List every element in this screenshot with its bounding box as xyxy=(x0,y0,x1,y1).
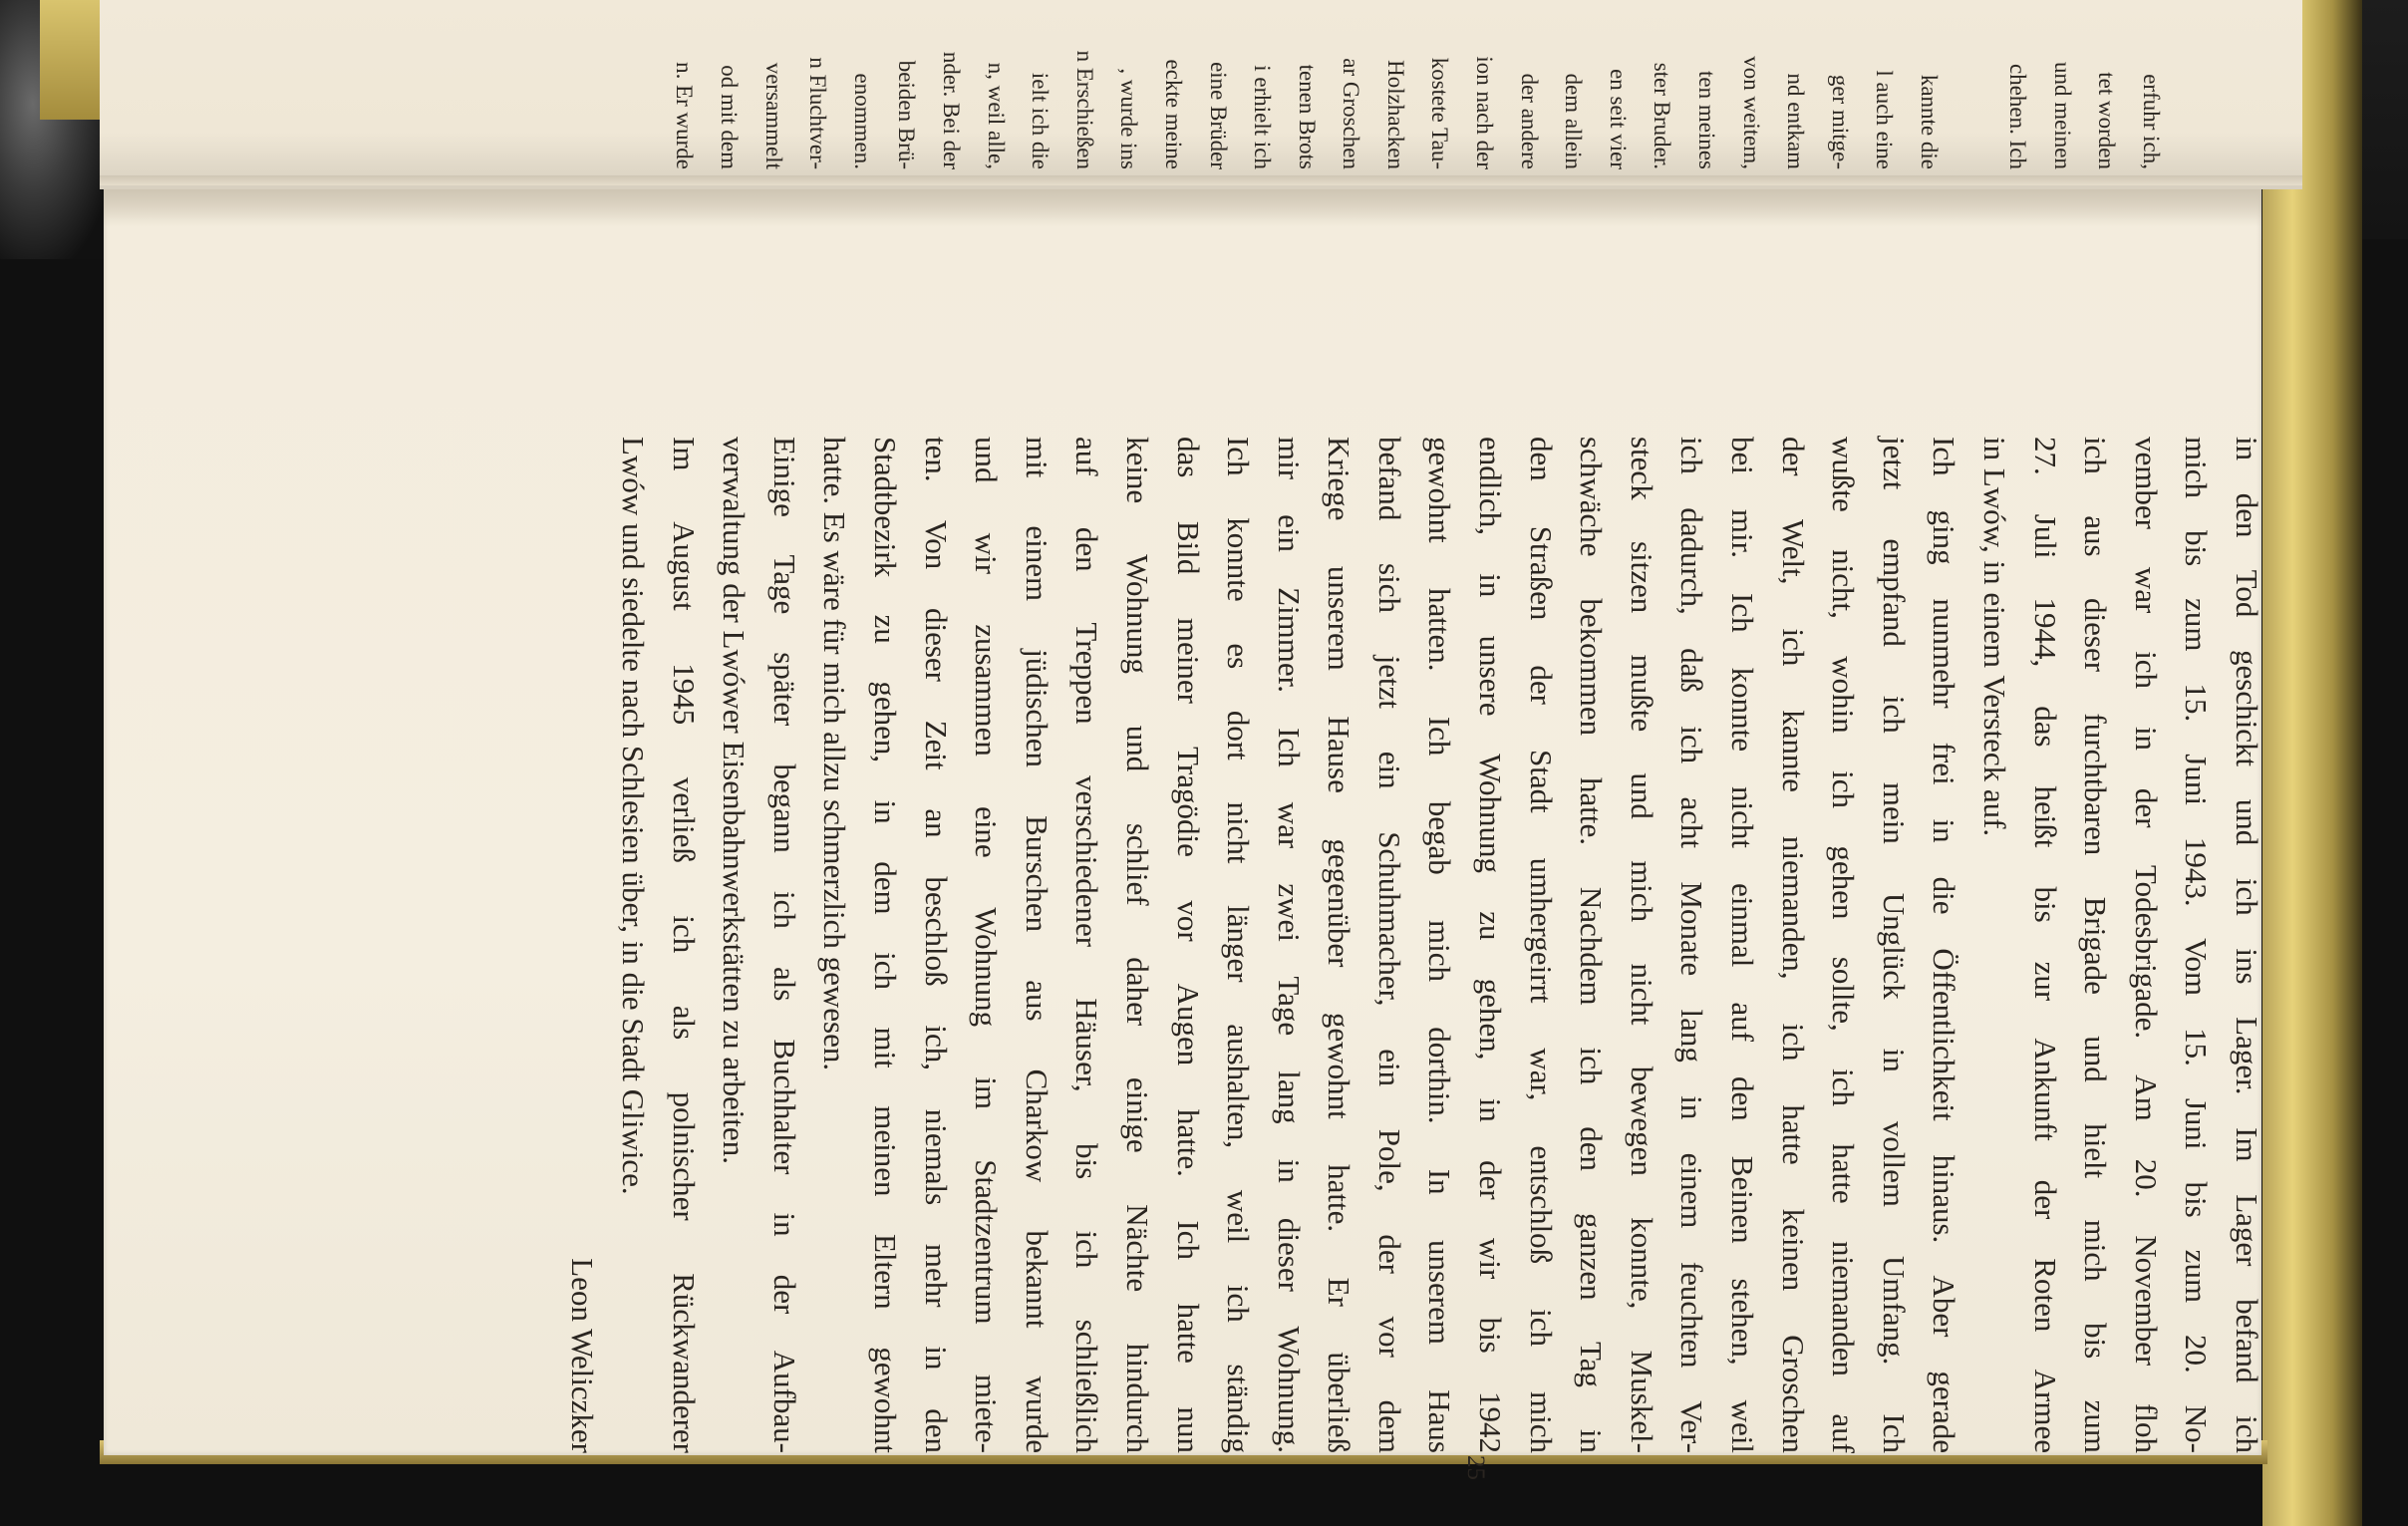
book-cover-edge-right xyxy=(2262,0,2362,1526)
text-line: das Bild meiner Tragödie vor Augen hatte. Ich hatte nun xyxy=(1170,437,1206,1453)
text-line: Im August 1945 verließ ich als polnischer Rückwanderer xyxy=(666,437,702,1453)
text-line: Ich konnte es dort nicht länger aushalten, weil ich ständig xyxy=(1221,437,1257,1453)
previous-page-line: nd entkam xyxy=(1783,73,1809,169)
previous-page-line: ten meines xyxy=(1694,71,1720,169)
text-line: endlich, in unsere Wohnung zu gehen, in der wir bis 1942 xyxy=(1473,437,1509,1453)
previous-page-line: der andere xyxy=(1516,73,1542,169)
previous-page-line: eine Brüder xyxy=(1205,62,1231,169)
author-signature: Leon Weliczker xyxy=(565,1258,601,1453)
text-line: befand sich jetzt ein Schuhmacher, ein Pole, der vor dem xyxy=(1371,437,1407,1453)
text-line: gewohnt hatten. Ich begab mich dorthin. In unserem Haus xyxy=(1422,437,1458,1453)
previous-page-line: tenen Brots xyxy=(1294,64,1320,169)
page-number: 25 xyxy=(1462,1455,1489,1480)
previous-page-line: nder. Bei der xyxy=(938,51,964,169)
text-line: den Straßen der Stadt umhergeirrt war, entschloß ich mich xyxy=(1523,437,1559,1453)
page-body-text xyxy=(557,437,2271,1453)
text-line: vember war ich in der Todesbrigade. Am 20. November floh xyxy=(2128,437,2164,1453)
text-line: in Lwów, in einem Versteck auf. xyxy=(1977,437,2013,837)
previous-page-line: n Erschießen xyxy=(1071,50,1097,169)
previous-page-line: i erhielt ich xyxy=(1250,65,1276,169)
text-line: jetzt empfand ich mein Unglück in vollem Umfang. Ich xyxy=(1876,437,1912,1453)
previous-page-line: tet worden xyxy=(2094,72,2120,169)
text-line: wußte nicht, wohin ich gehen sollte, ich hatte niemanden auf xyxy=(1826,437,1862,1453)
previous-page-line: erfuhr ich, xyxy=(2139,74,2164,169)
previous-page-line: ion nach der xyxy=(1472,56,1498,169)
text-line: mir ein Zimmer. Ich war zwei Tage lang in dieser Wohnung. xyxy=(1271,437,1307,1453)
text-line: ich dadurch, daß ich acht Monate lang in einem feuchten Ver- xyxy=(1674,437,1710,1453)
text-line: bei mir. Ich konnte nicht einmal auf den Beinen stehen, weil xyxy=(1725,437,1761,1453)
text-line: mich bis zum 15. Juni 1943. Vom 15. Juni bis zum 20. No- xyxy=(2179,437,2215,1453)
previous-page-line: n. Er wurde xyxy=(672,62,698,169)
previous-page-line: versammelt xyxy=(760,62,786,169)
previous-page-text xyxy=(662,0,2173,169)
text-line: Kriege unserem Hause gegenüber gewohnt hatte. Er überließ xyxy=(1322,437,1357,1453)
text-line: Ich ging nunmehr frei in die Öffentlichkeit hinaus. Aber gerade xyxy=(1927,437,1962,1453)
previous-page-line: l auch eine xyxy=(1872,70,1898,169)
previous-page-line: ar Groschen xyxy=(1339,58,1364,169)
previous-page-line: kostete Tau- xyxy=(1427,57,1453,169)
text-line: hatte. Es wäre für mich allzu schmerzlich gewesen. xyxy=(817,437,853,1071)
previous-page-line xyxy=(1951,0,1995,169)
previous-page-line: od mit dem xyxy=(717,65,742,169)
text-line: mit einem jüdischen Burschen aus Charkow bekannt wurde xyxy=(1019,437,1054,1453)
text-line: Stadtbezirk zu gehen, in dem ich mit meinen Eltern gewohnt xyxy=(867,437,903,1453)
text-line: schwäche bekommen hatte. Nachdem ich den ganzen Tag in xyxy=(1574,437,1610,1453)
text-line: ten. Von dieser Zeit an beschloß ich, niemals mehr in den xyxy=(918,437,954,1453)
text-line: verwaltung der Lwówer Eisenbahnwerkstätten zu arbeiten. xyxy=(717,437,752,1164)
text-line: in den Tod geschickt und ich ins Lager. Im Lager befand ich xyxy=(2230,437,2264,1453)
previous-page-line: beiden Brü- xyxy=(894,60,920,169)
previous-page-line: von weitem, xyxy=(1738,56,1764,169)
previous-page-line: n Fluchtver- xyxy=(805,57,831,169)
previous-page xyxy=(100,0,2302,189)
text-line: keine Wohnung und schlief daher einige Nächte hindurch xyxy=(1119,437,1155,1453)
page-gutter-shadow xyxy=(100,175,2302,185)
text-line: steck sitzen mußte und mich nicht bewegen konnte, Muskel- xyxy=(1624,437,1659,1453)
previous-page-line: en seit vier xyxy=(1605,69,1631,169)
previous-page-line: enommen. xyxy=(849,73,875,169)
previous-page-line: ger mitge- xyxy=(1827,74,1853,169)
previous-page-line: ster Bruder. xyxy=(1650,62,1675,169)
gutter-shadow xyxy=(104,189,2261,227)
previous-page-line: chehen. Ich xyxy=(2005,64,2031,169)
text-line: der Welt, ich kannte niemanden, ich hatte keinen Groschen xyxy=(1775,437,1811,1453)
previous-page-line: n, weil alle, xyxy=(983,62,1009,169)
book-page xyxy=(104,189,2264,1480)
text-line: und wir zusammen eine Wohnung im Stadtzentrum miete- xyxy=(969,437,1005,1453)
previous-page-line: dem allein xyxy=(1561,73,1587,169)
text-line: ich aus dieser furchtbaren Brigade und hielt mich bis zum xyxy=(2078,437,2114,1453)
text-line: Einige Tage später begann ich als Buchhalter in der Aufbau- xyxy=(766,437,802,1453)
text-line: auf den Treppen verschiedener Häuser, bis ich schließlich xyxy=(1069,437,1105,1453)
previous-page-line: Holzhacken xyxy=(1382,60,1408,169)
previous-page-line: und meinen xyxy=(2049,62,2075,169)
previous-page-line: eckte meine xyxy=(1160,59,1186,169)
previous-page-line: ielt ich die xyxy=(1028,72,1054,169)
previous-page-line: , wurde ins xyxy=(1116,68,1142,169)
text-line: 27. Juli 1944, das heißt bis zur Ankunft der Roten Armee xyxy=(2027,437,2063,1453)
text-line: Lwów und siedelte nach Schlesien über, in die Stadt Gliwice. xyxy=(616,437,651,1195)
previous-page-line: kannte die xyxy=(1917,74,1943,169)
